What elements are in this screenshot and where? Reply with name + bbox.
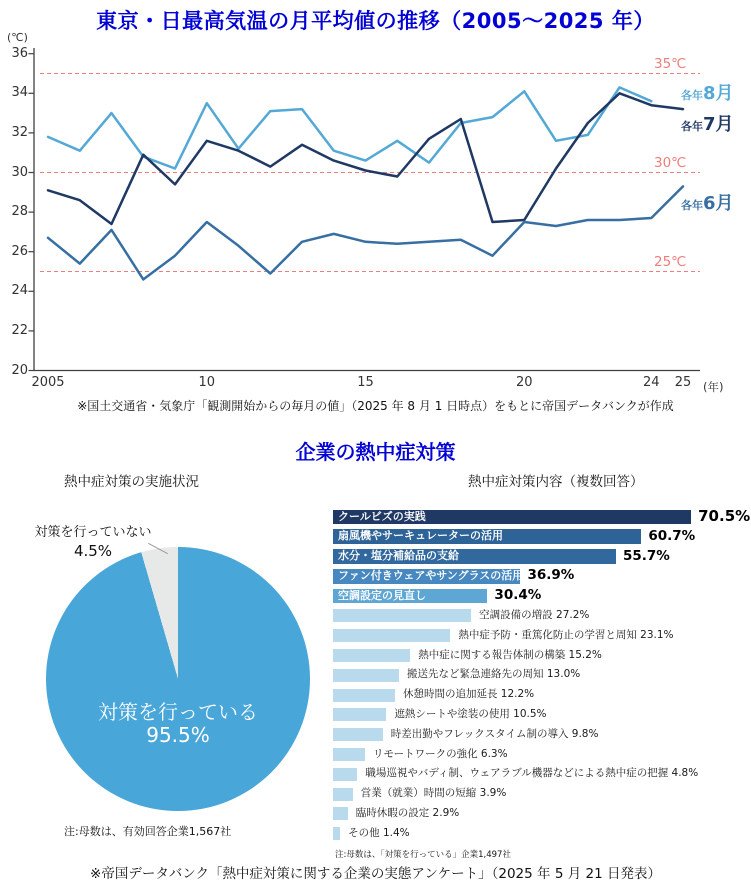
y-tick-label: 36 [11, 45, 28, 61]
bar-label-with-value: 空調設備の増設 27.2% [479, 609, 590, 621]
bar-label-with-value: 熱中症予防・重篤化防止の学習と周知 23.1% [458, 628, 674, 641]
bar-chart-title: 熱中症対策内容（複数回答） [468, 474, 644, 490]
bar-row [333, 705, 751, 725]
y-tick-label: 30 [11, 164, 28, 180]
pie-chart [46, 547, 310, 811]
series-label-month: 8月 [703, 83, 734, 105]
pie-slice-label-no-measures [20, 524, 166, 562]
bar-row [333, 745, 751, 765]
bar [333, 708, 386, 721]
series-line-july [48, 93, 683, 224]
bar-row [333, 606, 751, 626]
bar-label-with-value: その他 1.4% [348, 826, 410, 839]
pie-slice-measures-value: 95.5% [146, 723, 210, 747]
bar-row [333, 824, 751, 844]
bar-label-with-value: 時差出勤やフレックスタイム制の導入 9.8% [390, 727, 599, 740]
bar-label: ファン付きウェアやサングラスの活用 [338, 569, 524, 583]
bar-row [333, 725, 751, 745]
bar-row [333, 566, 751, 586]
bar-chart [333, 507, 751, 845]
bar-value: 70.5% [698, 507, 751, 525]
bar [333, 649, 410, 662]
series-label-prefix: 各年 [681, 199, 703, 213]
series-label-june [681, 189, 734, 215]
bar [333, 669, 399, 682]
series-label-month: 7月 [703, 114, 734, 136]
x-tick-label-2010: 10 [198, 375, 216, 390]
bar-label-with-value: 休憩時間の追加延長 12.2% [402, 688, 535, 701]
bar-chart-note: 注:母数は、「対策を行っている」企業1,497社 [335, 850, 511, 860]
bar-label-with-value: 臨時休暇の設定 2.9% [355, 807, 460, 819]
bar-label: クールビズの実践 [338, 509, 426, 523]
series-label-august [681, 79, 734, 105]
pie-chart-title: 熱中症対策の実施状況 [64, 474, 199, 490]
bar-label-with-value: 熱中症に関する報告体制の構築 15.2% [418, 648, 602, 661]
bar-label: 扇風機やサーキュレーターの活用 [338, 529, 503, 543]
bar [333, 728, 383, 741]
bar [333, 629, 450, 642]
series-label-month: 6月 [703, 193, 734, 215]
x-tick-label-2025: 25 [674, 375, 692, 390]
x-axis-unit-label: (年) [703, 380, 724, 394]
ref-line-label-35: 35℃ [654, 55, 687, 72]
ref-line-label-30: 30℃ [654, 154, 687, 171]
pie-slice-no-measures-text: 対策を行っていない [34, 525, 152, 540]
bar-row [333, 784, 751, 804]
bar-row [333, 804, 751, 824]
bar [333, 689, 395, 702]
y-tick-label: 20 [11, 362, 28, 378]
bar-row [333, 764, 751, 784]
bar-label: 空調設定の見直し [338, 588, 426, 602]
bar-row [333, 507, 751, 527]
bar-label-with-value: 営業（就業）時間の短縮 3.9% [360, 787, 507, 800]
pie-slice-no-measures-value: 4.5% [73, 542, 113, 560]
y-tick-label: 34 [11, 85, 28, 101]
ref-line-label-25: 25℃ [654, 253, 687, 270]
line-chart-source-note: ※国土交通省・気象庁「観測開始からの毎月の値」（2025 年 8 月 1 日時点）をもとに帝国データバンクが作成 [77, 399, 674, 413]
bar [333, 768, 357, 781]
bar [333, 827, 340, 840]
series-label-prefix: 各年 [681, 89, 703, 103]
bar-label-with-value: 職場巡視やバディ制、ウェアラブル機器などによる熱中症の把握 4.8% [365, 767, 699, 780]
x-tick-label-2020: 20 [515, 375, 533, 390]
x-tick-label-2024: 24 [642, 375, 660, 390]
bar [333, 788, 353, 801]
bar-label-with-value: リモートワークの強化 6.3% [373, 747, 508, 760]
x-tick-label-2005: 2005 [31, 375, 65, 390]
y-tick-label: 24 [11, 283, 28, 299]
series-line-june [48, 186, 683, 279]
bar-value: 60.7% [648, 527, 696, 544]
bar-label-with-value: 遮熱シートや塗装の使用 10.5% [394, 708, 547, 720]
bar-label-with-value: 搬送先など緊急連絡先の周知 13.0% [407, 668, 581, 681]
bar-row [333, 646, 751, 666]
temperature-line-chart [0, 0, 751, 420]
line-chart-title: 東京・日最高気温の月平均値の推移（2005～2025 年） [96, 9, 655, 33]
bar-row [333, 685, 751, 705]
bar-value: 36.9% [527, 567, 575, 584]
y-tick-label: 32 [11, 124, 28, 140]
section2-title: 企業の熱中症対策 [295, 440, 456, 464]
y-tick-label: 28 [11, 204, 28, 220]
bar-row [333, 626, 751, 646]
series-line-august [48, 87, 651, 168]
footer-source-note: ※帝国データバンク「熱中症対策に関する企業の実態アンケート」（2025 年 5 月 21 日発表） [90, 866, 661, 882]
x-tick-label-2015: 15 [357, 375, 374, 390]
y-axis-unit-label: (℃) [7, 31, 28, 44]
pie-slice-measures-text: 対策を行っている [98, 700, 258, 724]
y-tick-label: 22 [11, 322, 28, 338]
bar [333, 609, 471, 622]
bar-row [333, 527, 751, 547]
pie-slice-label-measures [46, 701, 310, 747]
pie-note: 注:母数は、有効回答企業1,567社 [64, 825, 232, 838]
bar-row [333, 586, 751, 606]
bar-row [333, 547, 751, 567]
bar [333, 748, 365, 761]
bar-value: 30.4% [494, 587, 542, 604]
bar [333, 807, 348, 820]
bar-label: 水分・塩分補給品の支給 [338, 549, 459, 563]
y-tick-label: 26 [11, 243, 28, 259]
bar-value: 55.7% [622, 547, 670, 564]
axis-lines [34, 48, 700, 371]
bar-row [333, 665, 751, 685]
series-label-prefix: 各年 [681, 120, 703, 134]
series-label-july [681, 110, 734, 136]
